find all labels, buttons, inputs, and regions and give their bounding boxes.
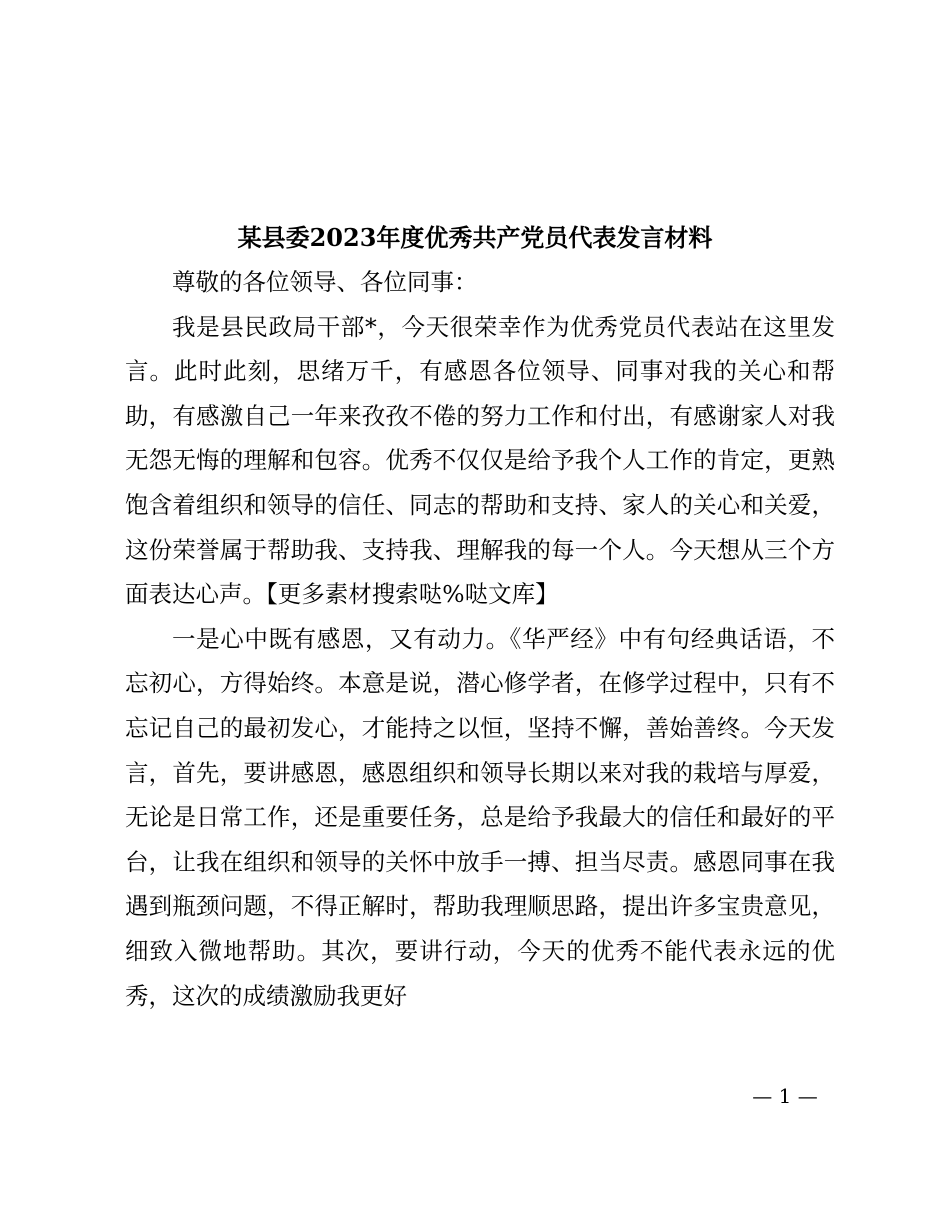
paragraph: 我是县民政局干部*，今天很荣幸作为优秀党员代表站在这里发言。此时此刻，思绪万千，有感恩各位领导、同事对我的关心和帮助，有感激自己一年来孜孜不倦的努力工作和付出，有感谢家人对我无怨无悔的理解和包容。优秀不仅仅是给予我个人工作的肯定，更熟饱含着组织和领导的信任、同志的帮助和支持、家人的关心和关爱，这份荣誉属于帮助我、支持我、理解我的每一个人。今天想从三个方面表达心声。【更多素材搜索哒%哒文库】 [125, 312, 835, 609]
document-title: 某县委2023年度优秀共产党员代表发言材料 [237, 223, 713, 252]
page-number: — 1 — [752, 1084, 818, 1108]
paragraph: 一是心中既有感恩，又有动力。《华严经》中有句经典话语，不忘初心，方得始终。本意是说，潜心修学者，在修学过程中，只有不忘记自己的最初发心，才能持之以恒，坚持不懈，善始善终。今天发言，首先，要讲感恩，感恩组织和领导长期以来对我的栽培与厚爱，无论是日常工作，还是重要任务，总是给予我最大的信任和最好的平台，让我在组织和领导的关怀中放手一搏、担当尽责。感恩同事在我遇到瓶颈问题，不得正解时，帮助我理顺思路，提出许多宝贵意见，细致入微地帮助。其次，要讲行动，今天的优秀不能代表永远的优秀，这次的成绩激励我更好 [125, 624, 835, 1010]
greeting-line: 尊敬的各位领导、各位同事： [172, 268, 478, 296]
document-body [125, 260, 835, 1018]
